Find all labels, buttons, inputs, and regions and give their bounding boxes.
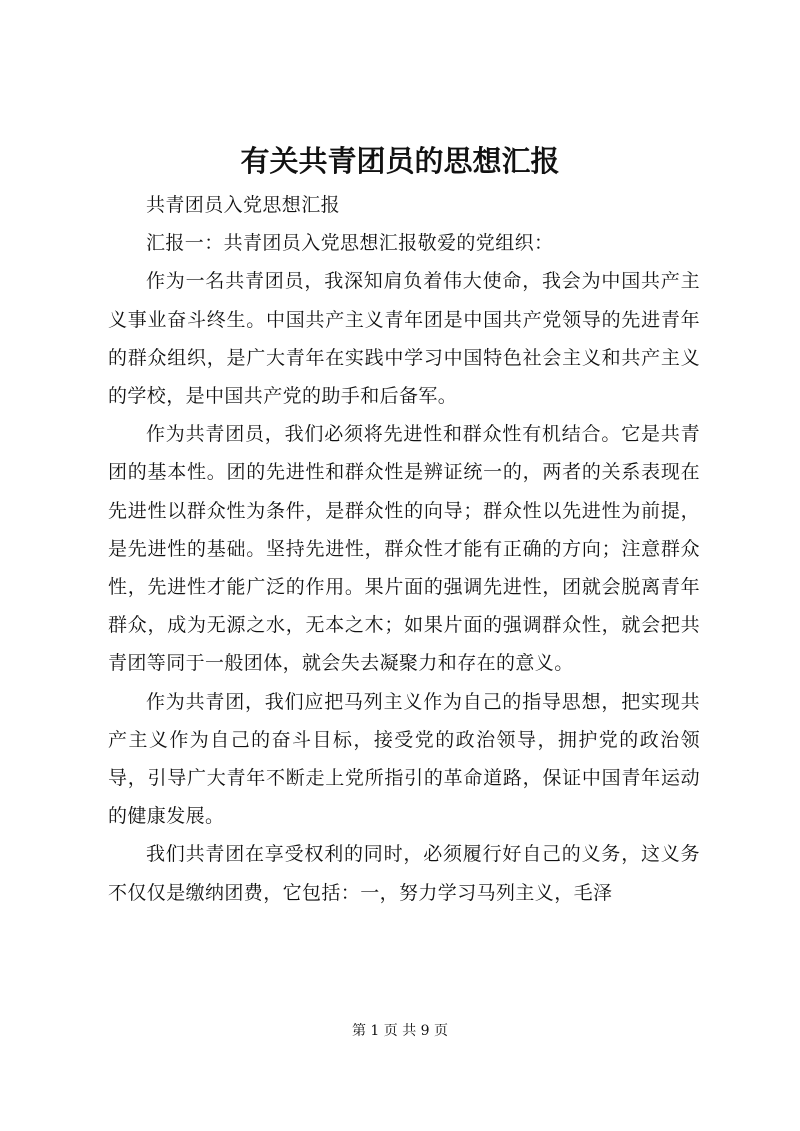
document-body [108,186,700,912]
paragraph-subtitle: 共青团员入党思想汇报 [146,194,341,216]
paragraph-salutation: 汇报一：共青团员入党思想汇报敬爱的党组织： [146,232,554,255]
document-title: 有关共青团员的思想汇报 [240,144,560,178]
page-number-footer: 第 1 页 共 9 页 [351,1023,449,1039]
paragraph-4: 我们共青团在享受权利的同时，必须履行好自己的义务，这义务不仅仅是缴纳团费，它包括：一，努力学习马列主义，毛泽 [108,843,700,904]
paragraph-2: 作为共青团员，我们必须将先进性和群众性有机结合。它是共青团的基本性。团的先进性和群众性是辨证统一的，两者的关系表现在先进性以群众性为条件，是群众性的向导；群众性以先进性为前提，是先进性的基础。坚持先进性，群众性才能有正确的方向；注意群众性，先进性才能广泛的作用。果片面的强调先进性，团就会脱离青年群众，成为无源之水，无本之木；如果片面的强调群众性，就会把共青团等同于一般团体，就会失去凝聚力和存在的意义。 [108,423,700,675]
paragraph-1: 作为一名共青团员，我深知肩负着伟大使命，我会为中国共产主义事业奋斗终生。中国共产主义青年团是中国共产党领导的先进青年的群众组织，是广大青年在实践中学习中国特色社会主义和共产主义的学校，是中国共产党的助手和后备军。 [108,270,700,408]
paragraph-3: 作为共青团，我们应把马列主义作为自己的指导思想，把实现共产主义作为自己的奋斗目标，接受党的政治领导，拥护党的政治领导，引导广大青年不断走上党所指引的革命道路，保证中国青年运动的健康发展。 [108,690,700,828]
